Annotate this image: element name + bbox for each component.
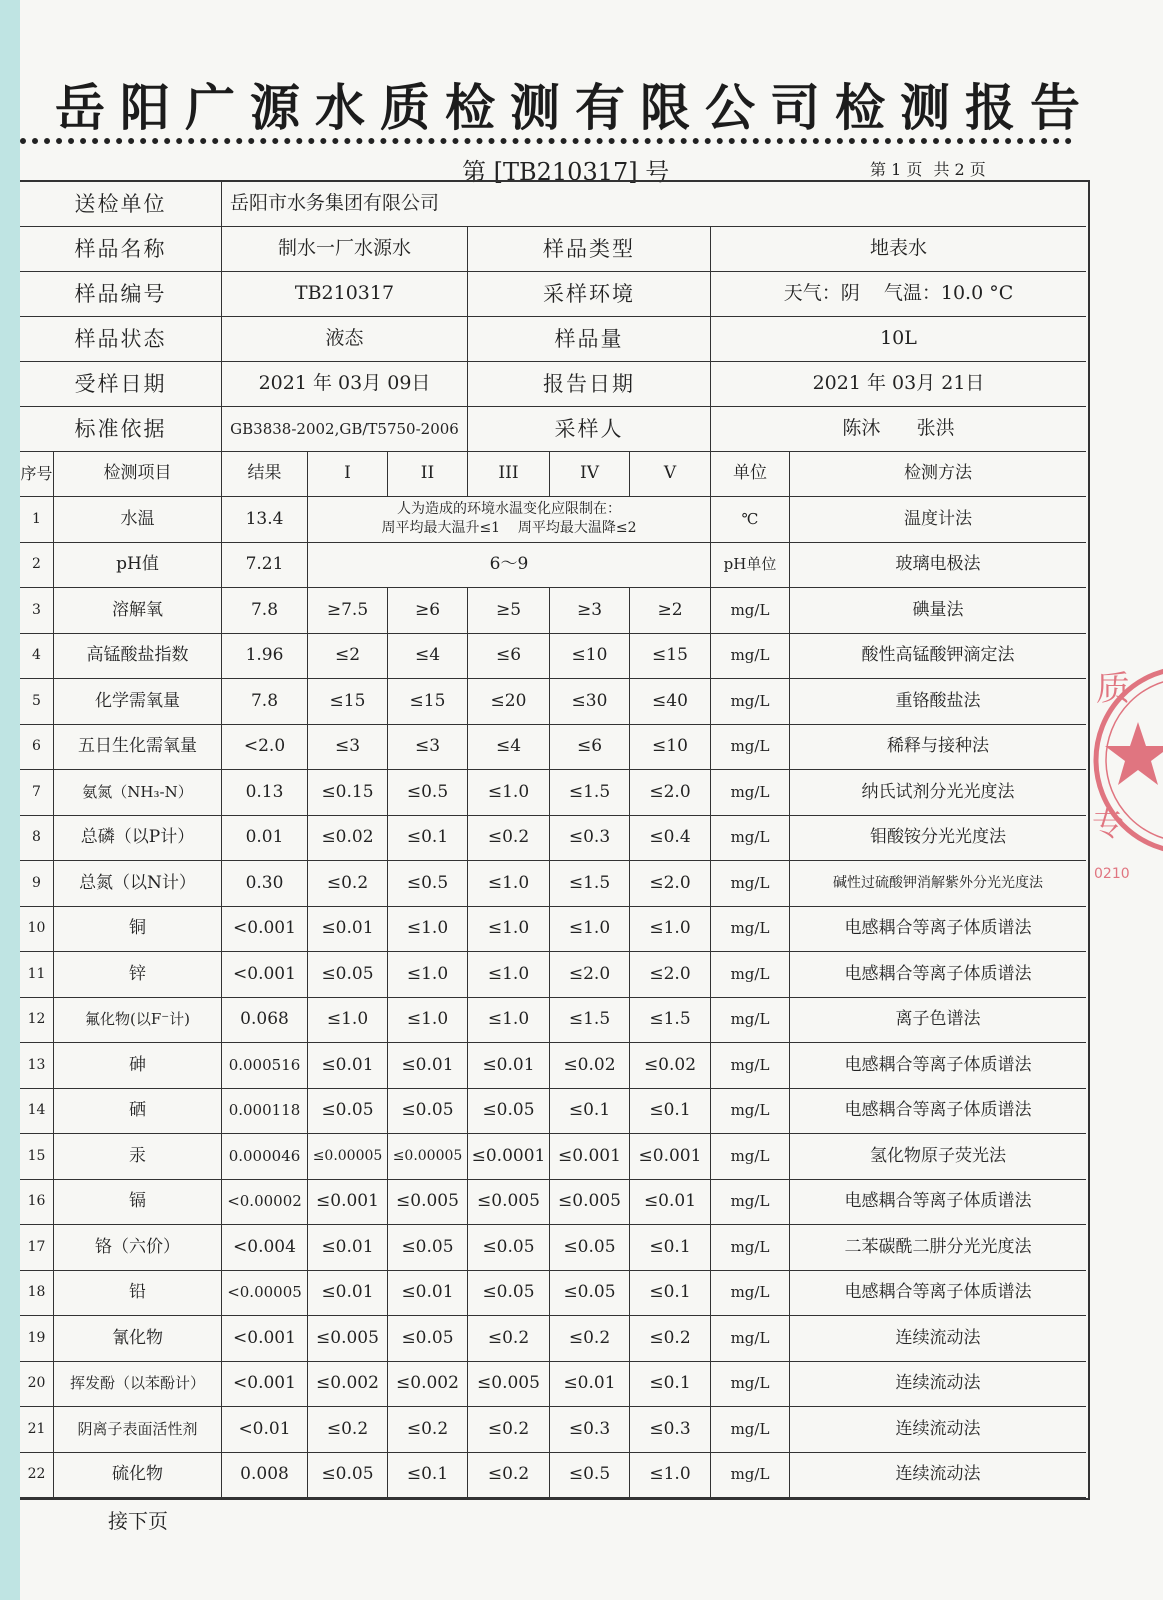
- row-limit-class-3: ≤1.0: [468, 952, 550, 998]
- row-unit: mg/L: [711, 1453, 790, 1499]
- row-limit-class-5: ≤1.5: [630, 998, 711, 1044]
- env-label: 采样环境: [468, 272, 711, 317]
- row-limit-class-2: ≤0.1: [388, 816, 468, 862]
- row-item: 水温: [54, 497, 222, 543]
- svg-text:质: 质: [1096, 669, 1130, 709]
- row-limit-class-4: ≤1.0: [550, 907, 630, 953]
- row-number: 16: [20, 1180, 54, 1226]
- row-item: 砷: [54, 1043, 222, 1089]
- row-result: <0.01: [222, 1407, 308, 1453]
- row-result: 0.000118: [222, 1089, 308, 1135]
- row-method: 氢化物原子荧光法: [790, 1134, 1086, 1180]
- row-limit-class-5: ≥2: [630, 588, 711, 634]
- row-item: 铜: [54, 907, 222, 953]
- row-result: 0.000046: [222, 1134, 308, 1180]
- row-limit-class-2: ≤0.05: [388, 1089, 468, 1135]
- row-limit-class-4: ≤0.001: [550, 1134, 630, 1180]
- header-result: 结果: [222, 452, 308, 497]
- row-limit-class-1: ≤0.05: [308, 952, 388, 998]
- row-limit-class-2: ≤0.5: [388, 861, 468, 907]
- row-limit-class-2: ≤0.05: [388, 1316, 468, 1362]
- svg-text:专: 专: [1092, 805, 1125, 843]
- row-limit-class-3: ≤6: [468, 634, 550, 680]
- row-method: 纳氏试剂分光光度法: [790, 770, 1086, 816]
- row-method: 电感耦合等离子体质谱法: [790, 907, 1086, 953]
- report-number: 第 [TB210317] 号: [462, 158, 670, 186]
- row-unit: mg/L: [711, 1407, 790, 1453]
- row-limit-class-5: ≤0.1: [630, 1271, 711, 1317]
- row-item: 硫化物: [54, 1453, 222, 1499]
- report-title: 岳阳广源水质检测有限公司检测报告: [55, 79, 1095, 137]
- header-unit: 单位: [711, 452, 790, 497]
- row-limit-class-1: ≤0.001: [308, 1180, 388, 1226]
- client-label: 送检单位: [20, 182, 222, 227]
- qty-label: 样品量: [468, 317, 711, 362]
- row-number: 19: [20, 1316, 54, 1362]
- row-result: <0.00005: [222, 1271, 308, 1317]
- row-limit-class-1: ≤0.002: [308, 1362, 388, 1408]
- row-limit-class-1: ≤1.0: [308, 998, 388, 1044]
- row-limit-class-3: ≤1.0: [468, 907, 550, 953]
- recv-date-value: 2021 年 03月 09日: [222, 362, 468, 407]
- row-number: 20: [20, 1362, 54, 1408]
- row-limit-class-1: ≤0.01: [308, 907, 388, 953]
- row-limit-class-3: ≤1.0: [468, 861, 550, 907]
- row-limit-class-1: ≤0.05: [308, 1453, 388, 1499]
- scan-edge-strip: [0, 0, 20, 1600]
- row-limit-class-2: ≤0.01: [388, 1043, 468, 1089]
- row-limit-class-2: ≤0.005: [388, 1180, 468, 1226]
- row-limit-class-3: ≤0.2: [468, 1316, 550, 1362]
- row-item: 总磷（以P计）: [54, 816, 222, 862]
- row-limit-class-4: ≤1.5: [550, 770, 630, 816]
- report-date-label: 报告日期: [468, 362, 711, 407]
- row-limit-class-4: ≤0.3: [550, 816, 630, 862]
- header-class-4: IV: [550, 452, 630, 497]
- row-result: 0.30: [222, 861, 308, 907]
- row-number: 18: [20, 1271, 54, 1317]
- row-number: 2: [20, 543, 54, 589]
- continue-next-page: 接下页: [108, 1509, 168, 1533]
- row-item: 化学需氧量: [54, 679, 222, 725]
- client-value: 岳阳市水务集团有限公司: [222, 182, 1086, 227]
- row-method: 离子色谱法: [790, 998, 1086, 1044]
- row-limit-class-5: ≤1.0: [630, 907, 711, 953]
- row-limit-class-5: ≤1.0: [630, 1453, 711, 1499]
- row-method: 二苯碳酰二肼分光光度法: [790, 1225, 1086, 1271]
- row-limit-class-2: ≤0.01: [388, 1271, 468, 1317]
- header-class-2: II: [388, 452, 468, 497]
- row-unit: mg/L: [711, 770, 790, 816]
- row-item: 铬（六价）: [54, 1225, 222, 1271]
- row-limit-class-5: ≤0.4: [630, 816, 711, 862]
- row-method: 电感耦合等离子体质谱法: [790, 1180, 1086, 1226]
- row-method: 电感耦合等离子体质谱法: [790, 952, 1086, 998]
- row-item: 高锰酸盐指数: [54, 634, 222, 680]
- row-unit: mg/L: [711, 907, 790, 953]
- header-item: 检测项目: [54, 452, 222, 497]
- row-limit-class-5: ≤0.001: [630, 1134, 711, 1180]
- row-limit-class-4: ≤0.01: [550, 1362, 630, 1408]
- row-limit-class-1: ≤2: [308, 634, 388, 680]
- row-limit-class-2: ≤0.05: [388, 1225, 468, 1271]
- row-limit-class-2: ≤0.2: [388, 1407, 468, 1453]
- row-limit-note: [308, 497, 711, 543]
- row-item: 阴离子表面活性剂: [54, 1407, 222, 1453]
- row-method: 电感耦合等离子体质谱法: [790, 1043, 1086, 1089]
- row-limit-class-3: ≤0.05: [468, 1225, 550, 1271]
- row-limit-class-2: ≤1.0: [388, 952, 468, 998]
- row-number: 22: [20, 1453, 54, 1499]
- row-unit: mg/L: [711, 1362, 790, 1408]
- row-limit-class-3: ≤1.0: [468, 770, 550, 816]
- row-result: 7.8: [222, 679, 308, 725]
- row-limit-class-4: ≤30: [550, 679, 630, 725]
- row-number: 10: [20, 907, 54, 953]
- row-result: 0.13: [222, 770, 308, 816]
- sample-name-label: 样品名称: [20, 227, 222, 272]
- header-class-3: III: [468, 452, 550, 497]
- row-item: 溶解氧: [54, 588, 222, 634]
- row-number: 9: [20, 861, 54, 907]
- row-unit: mg/L: [711, 1134, 790, 1180]
- row-result: 0.008: [222, 1453, 308, 1499]
- row-method: 电感耦合等离子体质谱法: [790, 1089, 1086, 1135]
- row-limit-class-2: ≤0.5: [388, 770, 468, 816]
- header-class-1: I: [308, 452, 388, 497]
- sample-no-value: TB210317: [222, 272, 468, 317]
- row-unit: mg/L: [711, 725, 790, 771]
- row-number: 14: [20, 1089, 54, 1135]
- row-method: 稀释与接种法: [790, 725, 1086, 771]
- row-number: 11: [20, 952, 54, 998]
- row-result: <2.0: [222, 725, 308, 771]
- header-class-5: V: [630, 452, 711, 497]
- row-method: 碱性过硫酸钾消解紫外分光光度法: [790, 861, 1086, 907]
- sampler-value: 陈沐 张洪: [711, 407, 1086, 452]
- row-number: 17: [20, 1225, 54, 1271]
- row-unit: mg/L: [711, 634, 790, 680]
- row-limit-class-1: ≤15: [308, 679, 388, 725]
- row-item: 锌: [54, 952, 222, 998]
- row-limit-class-1: ≤0.005: [308, 1316, 388, 1362]
- row-method: 温度计法: [790, 497, 1086, 543]
- row-limit-class-4: ≤0.1: [550, 1089, 630, 1135]
- row-limit-class-5: ≤15: [630, 634, 711, 680]
- row-limit-class-4: ≤10: [550, 634, 630, 680]
- row-limit-class-4: ≤0.5: [550, 1453, 630, 1499]
- standard-value: GB3838-2002,GB/T5750-2006: [222, 407, 468, 452]
- row-method: 碘量法: [790, 588, 1086, 634]
- row-limit-class-4: ≤0.005: [550, 1180, 630, 1226]
- row-number: 13: [20, 1043, 54, 1089]
- row-item: 汞: [54, 1134, 222, 1180]
- row-limit-class-1: ≤0.2: [308, 1407, 388, 1453]
- row-limit-class-2: ≤0.00005: [388, 1134, 468, 1180]
- row-result: 13.4: [222, 497, 308, 543]
- row-unit: mg/L: [711, 952, 790, 998]
- row-limit-class-2: ≤0.1: [388, 1453, 468, 1499]
- standard-label: 标准依据: [20, 407, 222, 452]
- row-method: 重铬酸盐法: [790, 679, 1086, 725]
- row-unit: mg/L: [711, 588, 790, 634]
- row-limit-class-4: ≤0.05: [550, 1225, 630, 1271]
- report-table: [20, 180, 1090, 1500]
- row-unit: mg/L: [711, 998, 790, 1044]
- row-method: 连续流动法: [790, 1316, 1086, 1362]
- row-limit-class-1: ≤0.01: [308, 1225, 388, 1271]
- row-limit-class-3: ≤20: [468, 679, 550, 725]
- row-limit-class-4: ≤0.02: [550, 1043, 630, 1089]
- sampler-label: 采样人: [468, 407, 711, 452]
- row-item: 硒: [54, 1089, 222, 1135]
- qty-value: 10L: [711, 317, 1086, 362]
- row-method: 连续流动法: [790, 1362, 1086, 1408]
- row-result: <0.001: [222, 952, 308, 998]
- row-number: 1: [20, 497, 54, 543]
- row-unit: mg/L: [711, 1271, 790, 1317]
- sample-type-value: 地表水: [711, 227, 1086, 272]
- row-limit-class-2: ≤15: [388, 679, 468, 725]
- row-limit-class-4: ≤0.3: [550, 1407, 630, 1453]
- limit-note-line: 人为造成的环境水温变化应限制在：: [396, 501, 621, 518]
- row-item: 挥发酚（以苯酚计）: [54, 1362, 222, 1408]
- row-method: 连续流动法: [790, 1407, 1086, 1453]
- row-number: 7: [20, 770, 54, 816]
- row-unit: mg/L: [711, 861, 790, 907]
- row-limit-class-5: ≤2.0: [630, 952, 711, 998]
- row-limit-class-4: ≤0.05: [550, 1271, 630, 1317]
- row-unit: mg/L: [711, 1316, 790, 1362]
- row-limit-class-2: ≤4: [388, 634, 468, 680]
- row-result: 1.96: [222, 634, 308, 680]
- state-label: 样品状态: [20, 317, 222, 362]
- page-total: 共 2 页: [933, 160, 986, 179]
- row-limit-class-3: ≤0.2: [468, 1407, 550, 1453]
- row-limit-class-1: ≤0.15: [308, 770, 388, 816]
- row-method: 酸性高锰酸钾滴定法: [790, 634, 1086, 680]
- row-number: 15: [20, 1134, 54, 1180]
- recv-date-label: 受样日期: [20, 362, 222, 407]
- row-limit-class-5: ≤0.1: [630, 1362, 711, 1408]
- row-limit-class-3: ≤0.2: [468, 1453, 550, 1499]
- row-limit-class-4: ≤2.0: [550, 952, 630, 998]
- row-method: 玻璃电极法: [790, 543, 1086, 589]
- row-limit-class-3: ≤4: [468, 725, 550, 771]
- row-limit-class-5: ≤2.0: [630, 770, 711, 816]
- row-number: 21: [20, 1407, 54, 1453]
- row-limit-class-1: ≤0.05: [308, 1089, 388, 1135]
- limit-note-text: [381, 500, 636, 538]
- limit-note-line: 周平均最大温升≤1 周平均最大温降≤2: [381, 520, 637, 537]
- row-limit-class-1: ≥7.5: [308, 588, 388, 634]
- row-limit-class-5: ≤0.1: [630, 1225, 711, 1271]
- row-limit-class-5: ≤40: [630, 679, 711, 725]
- state-value: 液态: [222, 317, 468, 362]
- row-result: 7.8: [222, 588, 308, 634]
- row-limit-class-3: ≤0.05: [468, 1271, 550, 1317]
- row-result: 0.01: [222, 816, 308, 862]
- row-method: 电感耦合等离子体质谱法: [790, 1271, 1086, 1317]
- row-result: <0.004: [222, 1225, 308, 1271]
- report-date-value: 2021 年 03月 21日: [711, 362, 1086, 407]
- row-item: 氨氮（NH₃-N）: [54, 770, 222, 816]
- row-limit-class-5: ≤0.3: [630, 1407, 711, 1453]
- row-unit: mg/L: [711, 1043, 790, 1089]
- row-method: 钼酸铵分光光度法: [790, 816, 1086, 862]
- row-limit-class-2: ≥6: [388, 588, 468, 634]
- row-limit-class-5: ≤0.02: [630, 1043, 711, 1089]
- row-item: 总氮（以N计）: [54, 861, 222, 907]
- row-limit-class-4: ≥3: [550, 588, 630, 634]
- row-limit-class-1: ≤0.2: [308, 861, 388, 907]
- row-item: 氟化物(以F⁻计): [54, 998, 222, 1044]
- row-limit-class-4: ≤6: [550, 725, 630, 771]
- row-unit: mg/L: [711, 816, 790, 862]
- row-limit-class-4: ≤1.5: [550, 861, 630, 907]
- row-limit-class-3: ≤1.0: [468, 998, 550, 1044]
- row-limit-class-1: ≤3: [308, 725, 388, 771]
- row-limit-class-3: ≤0.005: [468, 1180, 550, 1226]
- row-result: 7.21: [222, 543, 308, 589]
- row-limit-class-5: ≤0.1: [630, 1089, 711, 1135]
- row-limit-class-5: ≤10: [630, 725, 711, 771]
- row-unit: mg/L: [711, 1225, 790, 1271]
- row-item: pH值: [54, 543, 222, 589]
- row-limit-class-2: ≤3: [388, 725, 468, 771]
- row-limit-class-3: ≤0.0001: [468, 1134, 550, 1180]
- header-method: 检测方法: [790, 452, 1086, 497]
- row-number: 12: [20, 998, 54, 1044]
- row-limit-class-5: ≤0.2: [630, 1316, 711, 1362]
- row-limit-class-1: ≤0.01: [308, 1043, 388, 1089]
- row-result: 0.000516: [222, 1043, 308, 1089]
- row-unit: pH单位: [711, 543, 790, 589]
- row-unit: mg/L: [711, 679, 790, 725]
- row-item: 铅: [54, 1271, 222, 1317]
- sample-no-label: 样品编号: [20, 272, 222, 317]
- page-current: 第 1 页: [870, 160, 923, 179]
- page-indicator: [870, 157, 992, 180]
- svg-text:0210: 0210: [1094, 866, 1130, 882]
- row-result: <0.00002: [222, 1180, 308, 1226]
- row-limit-class-3: ≥5: [468, 588, 550, 634]
- row-unit: mg/L: [711, 1089, 790, 1135]
- row-limit-class-2: ≤0.002: [388, 1362, 468, 1408]
- row-item: 五日生化需氧量: [54, 725, 222, 771]
- row-limit-class-3: ≤0.005: [468, 1362, 550, 1408]
- row-limit-class-2: ≤1.0: [388, 998, 468, 1044]
- row-limit-class-3: ≤0.05: [468, 1089, 550, 1135]
- header-no: 序号: [20, 452, 54, 497]
- row-result: <0.001: [222, 907, 308, 953]
- official-seal: [1088, 630, 1163, 890]
- row-number: 5: [20, 679, 54, 725]
- sample-type-label: 样品类型: [468, 227, 711, 272]
- row-number: 3: [20, 588, 54, 634]
- row-limit-class-1: ≤0.00005: [308, 1134, 388, 1180]
- sample-name-value: 制水一厂水源水: [222, 227, 468, 272]
- row-limit-class-2: ≤1.0: [388, 907, 468, 953]
- row-limit-class-4: ≤1.5: [550, 998, 630, 1044]
- row-limit-class-3: ≤0.01: [468, 1043, 550, 1089]
- row-result: <0.001: [222, 1316, 308, 1362]
- title-divider: [20, 138, 1072, 144]
- row-limit-class-5: ≤0.01: [630, 1180, 711, 1226]
- row-limit-class-4: ≤0.2: [550, 1316, 630, 1362]
- env-value: 天气：阴 气温：10.0 °C: [711, 272, 1086, 317]
- row-item: 镉: [54, 1180, 222, 1226]
- row-number: 8: [20, 816, 54, 862]
- row-limit-class-1: ≤0.02: [308, 816, 388, 862]
- row-number: 6: [20, 725, 54, 771]
- row-method: 连续流动法: [790, 1453, 1086, 1499]
- row-limit-class-3: ≤0.2: [468, 816, 550, 862]
- row-number: 4: [20, 634, 54, 680]
- row-result: <0.001: [222, 1362, 308, 1408]
- row-unit: ℃: [711, 497, 790, 543]
- row-limit-class-1: ≤0.01: [308, 1271, 388, 1317]
- row-unit: mg/L: [711, 1180, 790, 1226]
- row-limit-range: 6～9: [308, 543, 711, 589]
- row-item: 氰化物: [54, 1316, 222, 1362]
- row-limit-class-5: ≤2.0: [630, 861, 711, 907]
- row-result: 0.068: [222, 998, 308, 1044]
